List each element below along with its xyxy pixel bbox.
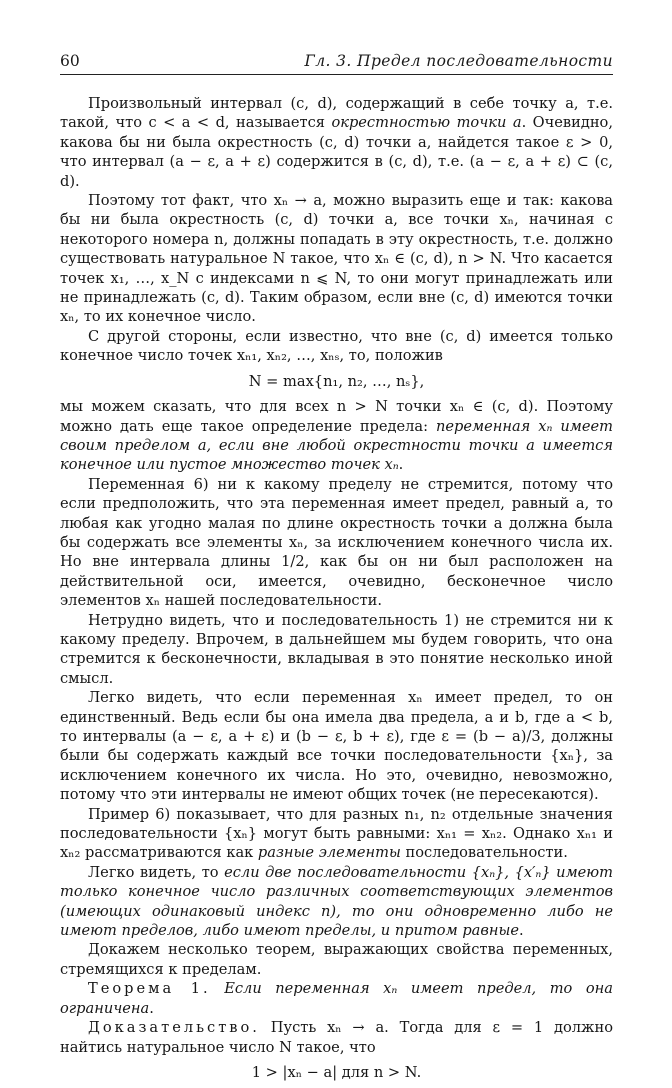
- page-number: 60: [60, 52, 80, 70]
- running-header: [60, 52, 613, 76]
- paragraph: Легко видеть, то если две последовательности {xₙ}, {x′ₙ} имеют только конечное число различных соответствующих элементов (имеющих одинаковый индекс n), то они одновременно либо не имеют пределов, либо имеют пределы, и притом равные.: [60, 863, 613, 940]
- theorem-label: Теорема 1.: [88, 980, 211, 998]
- paragraph: Докажем несколько теорем, выражающих свойства переменных, стремящихся к пределам.: [60, 941, 613, 978]
- display-formula: N = max{n₁, n₂, …, nₛ},: [248, 372, 425, 390]
- paragraph: мы можем сказать, что для всех n > N точки xₙ ∈ (c, d). Поэтому можно дать еще такое определение предела: переменная xₙ имеет своим пределом a, если вне любой окрестности точки a имеется конечное или пустое множество точек xₙ.: [60, 398, 614, 474]
- paragraph: Произвольный интервал (c, d), содержащий в себе точку a, т.е. такой, что c < a < d, называется окрестностью точки a. Очевидно, какова бы ни была окрестность (c, d) точки a, найдется такое ε > 0, что интервал (a − ε, a + ε) содержится в (c, d), т.е. (a − ε, a + ε) ⊂ (c, d).: [60, 95, 613, 190]
- display-formula: 1 > |xₙ − a| для n > N.: [251, 1063, 422, 1081]
- paragraph: Переменная 6) ни к какому пределу не стремится, потому что если предположить, что эта переменная имеет предел, равный a, то любая как угодно малая по длине окрестность точки a должна была бы содержать все элементы xₙ, за исключением конечного числа их. Но вне интервала длины 1/2, как бы он ни был расположен на действительной оси, имеется, очевидно, бесконечное число элементов xₙ нашей последовательности.: [60, 475, 613, 610]
- paragraph: С другой стороны, если известно, что вне (c, d) имеется только конечное число точек xₙ₁, xₙ₂, …, xₙₛ, то, положив: [60, 327, 613, 365]
- theorem-1: Теорема 1. Если переменная xₙ имеет предел, то она ограничена.: [60, 980, 613, 1017]
- paragraph: Нетрудно видеть, что и последовательность 1) не стремится ни к какому пределу. Впрочем, в дальнейшем мы будем говорить, что она стремится к бесконечности, вкладывая в это понятие несколько иной смысл.: [60, 611, 613, 687]
- body-text: [60, 94, 613, 1088]
- header-rule: [60, 74, 613, 75]
- paragraph: Легко видеть, что если переменная xₙ имеет предел, то он единственный. Ведь если бы она имела два предела, a и b, где a < b, то интервалы (a − ε, a + ε) и (b − ε, b + ε), где ε = (b − a)/3, должны были бы содержать каждый все точки последовательности {xₙ}, за исключением конечного их числа. Но это, очевидно, невозможно, потому что эти интервалы не имеют общих точек (не пересекаются).: [60, 689, 613, 804]
- proof: Доказательство. Пусть xₙ → a. Тогда для ε = 1 должно найтись натуральное число N такое, что: [60, 1019, 613, 1056]
- paragraph: Поэтому тот факт, что xₙ → a, можно выразить еще и так: какова бы ни была окрестность (c, d) точки a, все точки xₙ, начиная с некоторого номера n, должны попадать в эту окрестность, т.е. должно существовать натуральное N такое, что xₙ ∈ (c, d), n > N. Что касается точек x₁, …, x_N с индексами n ⩽ N, то они могут принадлежать или не принадлежать (c, d). Таким образом, если вне (c, d) имеются точки xₙ, то их конечное число.: [60, 192, 613, 326]
- proof-label: Доказательство.: [88, 1019, 260, 1037]
- paragraph: Пример 6) показывает, что для разных n₁, n₂ отдельные значения последовательности {xₙ} могут быть равными: xₙ₁ = xₙ₂. Однако xₙ₁ и xₙ₂ рассматриваются как разные элементы последовательности.: [60, 805, 613, 862]
- running-title: Гл. 3. Предел последовательности: [304, 52, 613, 70]
